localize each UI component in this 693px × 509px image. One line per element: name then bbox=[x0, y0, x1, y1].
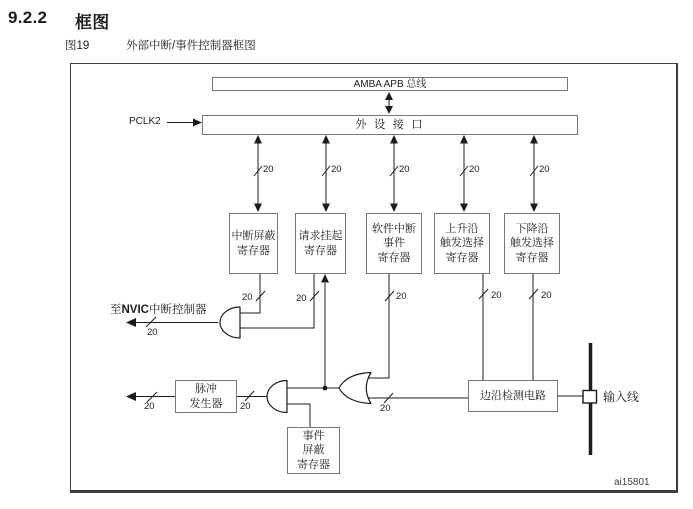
input-line-node bbox=[583, 391, 597, 404]
block-falling-edge-trigger-selection-register bbox=[504, 213, 560, 274]
block-line: 寄存器 bbox=[237, 244, 270, 257]
or-gate bbox=[339, 373, 371, 404]
bus-width-label: 20 bbox=[296, 293, 307, 304]
and-gate-nvic bbox=[220, 307, 240, 338]
block-line: 事件 bbox=[302, 429, 325, 442]
figure-watermark: ai15801 bbox=[614, 477, 650, 488]
bus-width-label: 20 bbox=[331, 164, 342, 175]
and-gate-event bbox=[267, 381, 287, 413]
nvic-output-label bbox=[110, 301, 206, 317]
section-number: 9.2.2 bbox=[8, 8, 48, 27]
block-line: 屏蔽 bbox=[302, 444, 325, 457]
block-line: 脉冲 bbox=[195, 382, 217, 395]
block-line: 寄存器 bbox=[304, 244, 337, 257]
input-line-group bbox=[583, 343, 597, 455]
block-line: 发生器 bbox=[189, 397, 223, 410]
figure-label: 图19 bbox=[65, 40, 90, 52]
bus-width-label: 20 bbox=[242, 292, 253, 303]
junction-dot bbox=[323, 386, 328, 391]
bus-width-slashes bbox=[146, 166, 538, 403]
block-line: 请求挂起 bbox=[298, 229, 343, 242]
block-line: 寄存器 bbox=[445, 251, 479, 264]
section-title: 框图 bbox=[75, 13, 110, 32]
block-pulse-generator bbox=[175, 380, 237, 413]
block-pending-request-register bbox=[295, 213, 346, 274]
block-rising-edge-trigger-selection-register bbox=[434, 213, 490, 274]
bus-width-label: 20 bbox=[399, 164, 410, 175]
nvic-label-pre: 至 bbox=[110, 304, 122, 316]
block-edge-detect-circuit: 边沿检测电路 bbox=[468, 380, 558, 412]
nvic-label-core: NVIC bbox=[121, 304, 149, 316]
block-line: 下降沿 bbox=[515, 222, 549, 235]
bus-width-label: 20 bbox=[396, 291, 407, 302]
block-amba-apb-bus: AMBA APB 总线 bbox=[212, 77, 568, 91]
block-software-interrupt-event-register bbox=[366, 213, 422, 274]
bus-width-label: 20 bbox=[380, 403, 391, 414]
block-line: 寄存器 bbox=[515, 251, 549, 264]
block-line: 上升沿 bbox=[445, 222, 479, 235]
bus-width-label: 20 bbox=[491, 290, 502, 301]
block-line: 寄存器 bbox=[377, 251, 411, 264]
block-line: 触发选择 bbox=[440, 237, 484, 250]
block-event-mask-register bbox=[287, 427, 340, 474]
block-peripheral-interface: 外 设 接 口 bbox=[202, 115, 578, 135]
block-interrupt-mask-register bbox=[229, 213, 278, 274]
block-line: 寄存器 bbox=[297, 458, 330, 471]
bus-width-label: 20 bbox=[240, 401, 251, 412]
input-line-label: 输入线 bbox=[603, 390, 640, 404]
block-line: 触发选择 bbox=[510, 237, 554, 250]
nvic-label-post: 中断控制器 bbox=[148, 304, 207, 316]
bus-width-label: 20 bbox=[144, 401, 155, 412]
block-line: 事件 bbox=[383, 237, 405, 250]
bus-width-label: 20 bbox=[147, 327, 158, 338]
figure-title: 外部中断/事件控制器框图 bbox=[126, 40, 256, 52]
bus-width-label: 20 bbox=[541, 290, 552, 301]
bus-width-label: 20 bbox=[263, 164, 274, 175]
bus-width-label: 20 bbox=[469, 164, 480, 175]
block-line: 中断屏蔽 bbox=[231, 229, 276, 242]
bus-width-label: 20 bbox=[539, 164, 550, 175]
pclk2-label: PCLK2 bbox=[129, 116, 161, 127]
block-line: 软件中断 bbox=[372, 222, 416, 235]
